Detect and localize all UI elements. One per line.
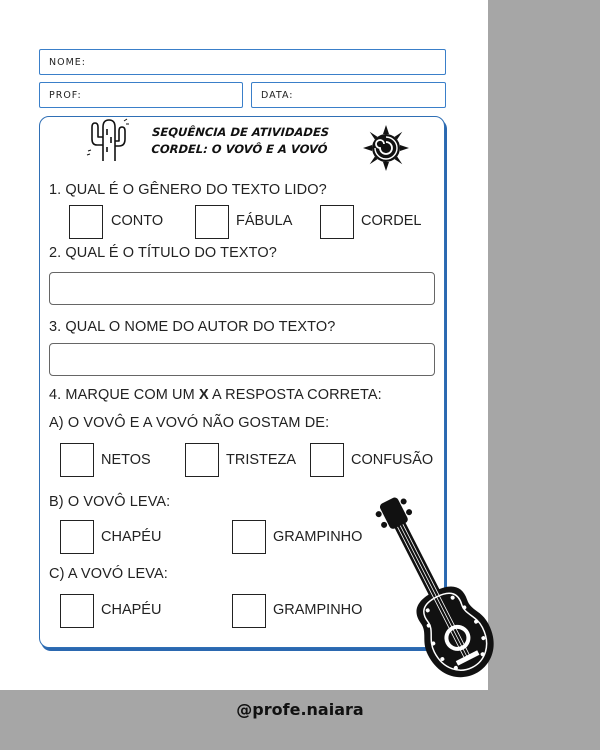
- date-field[interactable]: [251, 82, 446, 108]
- option-4b-chapeu: CHAPÉU: [101, 529, 162, 545]
- question-4-mark: X: [198, 387, 209, 403]
- question-4a: A) O VOVÔ E A VOVÓ NÃO GOSTAM DE:: [49, 415, 330, 431]
- question-4-text-start: 4. MARQUE COM UM: [49, 387, 199, 403]
- sun-icon: [362, 124, 410, 172]
- option-q1-cordel: CORDEL: [361, 213, 422, 229]
- answer-field-q2[interactable]: [49, 272, 435, 305]
- date-label: DATA:: [261, 90, 294, 101]
- option-4c-chapeu: CHAPÉU: [101, 602, 162, 618]
- option-q1-conto: CONTO: [111, 213, 164, 229]
- question-3: 3. QUAL O NOME DO AUTOR DO TEXTO?: [49, 319, 336, 335]
- name-field[interactable]: [39, 49, 446, 75]
- option-q1-fabula: FÁBULA: [236, 213, 293, 229]
- checkbox-4b-chapeu[interactable]: [60, 520, 94, 554]
- worksheet-title: [133, 124, 347, 158]
- question-4-text-end: A RESPOSTA CORRETA:: [208, 387, 382, 403]
- gray-side-panel: [488, 0, 600, 750]
- title-line-2: CORDEL: O VOVÔ E A VOVÓ: [150, 142, 328, 156]
- title-line-1: SEQUÊNCIA DE ATIVIDADES: [151, 125, 330, 139]
- question-4: [49, 387, 382, 403]
- question-2: 2. QUAL É O TÍTULO DO TEXTO?: [49, 245, 277, 261]
- checkbox-q1-fabula[interactable]: [195, 205, 229, 239]
- checkbox-4a-confusao[interactable]: [310, 443, 344, 477]
- option-4a-netos: NETOS: [101, 452, 151, 468]
- social-handle: @profe.naiara: [236, 700, 364, 719]
- question-1: 1. QUAL É O GÊNERO DO TEXTO LIDO?: [49, 182, 327, 198]
- name-label: NOME:: [49, 57, 86, 68]
- checkbox-q1-cordel[interactable]: [320, 205, 354, 239]
- option-4c-grampinho: GRAMPINHO: [273, 602, 363, 618]
- checkbox-4b-grampinho[interactable]: [232, 520, 266, 554]
- gray-footer-band: [0, 690, 600, 750]
- teacher-field[interactable]: [39, 82, 243, 108]
- teacher-label: PROF:: [49, 90, 82, 101]
- option-4a-confusao: CONFUSÃO: [351, 452, 434, 468]
- guitar-icon: [362, 488, 502, 693]
- checkbox-4c-chapeu[interactable]: [60, 594, 94, 628]
- checkbox-4a-netos[interactable]: [60, 443, 94, 477]
- checkbox-4a-tristeza[interactable]: [185, 443, 219, 477]
- question-4b: B) O VOVÔ LEVA:: [49, 494, 171, 510]
- answer-field-q3[interactable]: [49, 343, 435, 376]
- checkbox-q1-conto[interactable]: [69, 205, 103, 239]
- option-4b-grampinho: GRAMPINHO: [273, 529, 363, 545]
- cactus-icon: [86, 117, 130, 163]
- option-4a-tristeza: TRISTEZA: [226, 452, 297, 468]
- question-4c: C) A VOVÓ LEVA:: [49, 566, 168, 582]
- checkbox-4c-grampinho[interactable]: [232, 594, 266, 628]
